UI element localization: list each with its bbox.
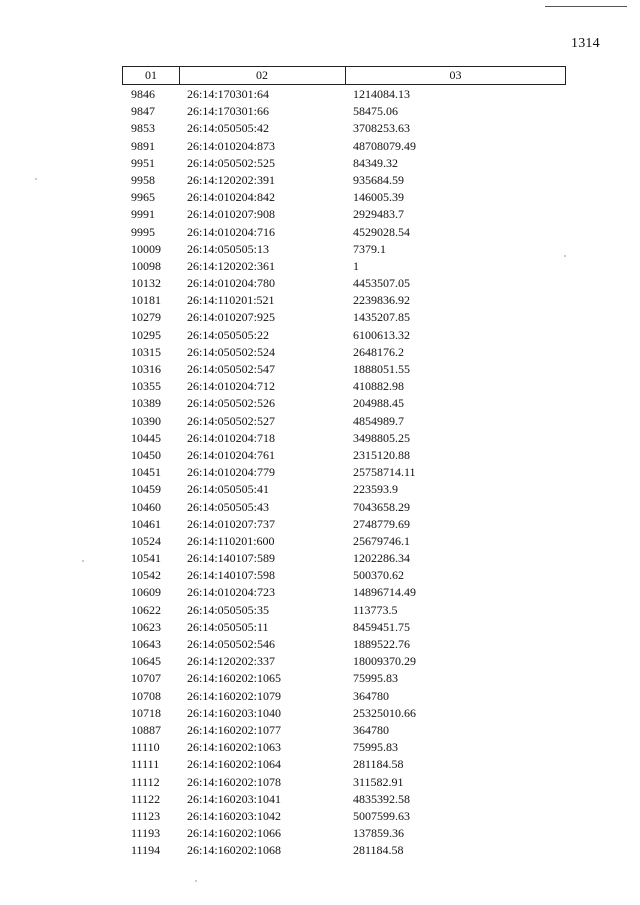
- row-id-cell: 9846: [131, 87, 155, 101]
- row-id-cell: 9965: [131, 190, 155, 205]
- top-rule: [545, 6, 627, 7]
- cadastral-number-cell: 26:14:010204:873: [187, 138, 276, 153]
- cadastral-number-cell: 26:14:160202:1063: [187, 740, 282, 755]
- row-id-cell: 9991: [131, 207, 155, 222]
- cadastral-number-cell: 26:14:050505:41: [187, 482, 270, 497]
- table-row: [0, 292, 640, 309]
- cadastral-number-cell: 26:14:120202:337: [187, 654, 276, 669]
- row-id-cell: 10355: [131, 379, 161, 394]
- cadastral-number-cell: 26:14:140107:589: [187, 551, 276, 566]
- table-row: [0, 361, 640, 378]
- value-cell: 146005.39: [353, 190, 404, 205]
- row-id-cell: 9847: [131, 104, 155, 119]
- value-cell: 364780: [353, 722, 389, 737]
- table-row: [0, 464, 640, 481]
- row-id-cell: 10707: [131, 671, 161, 686]
- table-row: [0, 275, 640, 292]
- row-id-cell: 11122: [131, 791, 161, 806]
- cadastral-number-cell: 26:14:050502:526: [187, 396, 276, 411]
- cadastral-number-cell: 26:14:050505:35: [187, 602, 270, 617]
- value-cell: 281184.58: [353, 843, 404, 858]
- value-cell: 2748779.69: [353, 516, 410, 531]
- row-id-cell: 10643: [131, 637, 161, 651]
- value-cell: 935684.59: [353, 172, 404, 187]
- table-row: [0, 584, 640, 601]
- table-row: [0, 309, 640, 326]
- cadastral-number-cell: 26:14:160202:1065: [187, 671, 282, 686]
- row-id-cell: 10132: [131, 276, 161, 291]
- value-cell: 4453507.05: [353, 276, 410, 291]
- value-cell: 1214084.13: [353, 87, 410, 101]
- row-id-cell: 10009: [131, 241, 161, 256]
- value-cell: 1889522.76: [353, 637, 410, 651]
- table-row: [0, 258, 640, 275]
- row-id-cell: 11110: [131, 740, 160, 755]
- cadastral-number-cell: 26:14:050502:547: [187, 362, 276, 376]
- table-row: [0, 636, 640, 653]
- table-row: [0, 842, 640, 859]
- cadastral-number-cell: 26:14:010204:780: [187, 276, 276, 291]
- table-row: [0, 791, 640, 808]
- cadastral-number-cell: 26:14:160202:1064: [187, 757, 282, 772]
- cadastral-number-cell: 26:14:010207:908: [187, 207, 276, 222]
- value-cell: 75995.83: [353, 740, 398, 755]
- table-row: [0, 825, 640, 842]
- row-id-cell: 11112: [131, 774, 160, 789]
- value-cell: 1: [353, 258, 359, 273]
- value-cell: 364780: [353, 688, 389, 703]
- page-number: 1314: [571, 36, 600, 51]
- cadastral-number-cell: 26:14:050505:13: [187, 241, 270, 256]
- row-id-cell: 10445: [131, 430, 161, 445]
- value-cell: 25679746.1: [353, 533, 410, 548]
- cadastral-number-cell: 26:14:170301:66: [187, 104, 270, 119]
- value-cell: 500370.62: [353, 568, 404, 583]
- table-row: [0, 567, 640, 584]
- value-cell: 7379.1: [353, 241, 386, 256]
- value-cell: 84349.32: [353, 155, 398, 170]
- value-cell: 281184.58: [353, 757, 404, 772]
- table-row: [0, 756, 640, 773]
- value-cell: 223593.9: [353, 482, 398, 497]
- cadastral-number-cell: 26:14:160202:1079: [187, 688, 282, 703]
- column-header-01: 01: [123, 67, 180, 84]
- row-id-cell: 10887: [131, 722, 161, 737]
- value-cell: 1202286.34: [353, 551, 410, 566]
- row-id-cell: 9891: [131, 138, 155, 153]
- table-header: [122, 66, 566, 85]
- value-cell: 4835392.58: [353, 791, 410, 806]
- row-id-cell: 11193: [131, 826, 161, 841]
- table-row: [0, 550, 640, 567]
- value-cell: 2648176.2: [353, 344, 404, 359]
- cadastral-number-cell: 26:14:160202:1068: [187, 843, 282, 858]
- value-cell: 1435207.85: [353, 310, 410, 325]
- cadastral-number-cell: 26:14:140107:598: [187, 568, 276, 583]
- table-row: [0, 224, 640, 241]
- cadastral-number-cell: 26:14:160203:1041: [187, 791, 282, 806]
- value-cell: 2239836.92: [353, 293, 410, 308]
- cadastral-number-cell: 26:14:010207:737: [187, 516, 276, 531]
- table-row: [0, 619, 640, 636]
- table-row: [0, 413, 640, 430]
- row-id-cell: 10389: [131, 396, 161, 411]
- row-id-cell: 9958: [131, 172, 155, 187]
- value-cell: 25325010.66: [353, 705, 416, 720]
- row-id-cell: 10279: [131, 310, 161, 325]
- value-cell: 4529028.54: [353, 224, 410, 239]
- table-row: [0, 138, 640, 155]
- value-cell: 48708079.49: [353, 138, 416, 153]
- table-row: [0, 705, 640, 722]
- row-id-cell: 9951: [131, 155, 155, 170]
- row-id-cell: 9853: [131, 121, 155, 136]
- row-id-cell: 11194: [131, 843, 161, 858]
- row-id-cell: 10623: [131, 619, 161, 634]
- value-cell: 5007599.63: [353, 808, 410, 823]
- value-cell: 1888051.55: [353, 362, 410, 376]
- row-id-cell: 10622: [131, 602, 161, 617]
- table-row: [0, 516, 640, 533]
- value-cell: 4854989.7: [353, 413, 404, 428]
- row-id-cell: 10524: [131, 533, 161, 548]
- row-id-cell: 10451: [131, 465, 161, 480]
- value-cell: 410882.98: [353, 379, 404, 394]
- row-id-cell: 9995: [131, 224, 155, 239]
- value-cell: 137859.36: [353, 826, 404, 841]
- scan-speck: [82, 560, 84, 562]
- row-id-cell: 10098: [131, 258, 161, 273]
- table-row: [0, 120, 640, 137]
- table-row: [0, 481, 640, 498]
- row-id-cell: 10295: [131, 327, 161, 342]
- row-id-cell: 10541: [131, 551, 161, 566]
- cadastral-number-cell: 26:14:010204:712: [187, 379, 276, 394]
- cadastral-number-cell: 26:14:050502:525: [187, 155, 276, 170]
- scan-speck: [564, 255, 566, 257]
- table-row: [0, 774, 640, 791]
- cadastral-number-cell: 26:14:110201:600: [187, 533, 275, 548]
- cadastral-number-cell: 26:14:050502:524: [187, 344, 276, 359]
- cadastral-number-cell: 26:14:160203:1040: [187, 705, 282, 720]
- cadastral-number-cell: 26:14:010204:718: [187, 430, 276, 445]
- row-id-cell: 10645: [131, 654, 161, 669]
- cadastral-number-cell: 26:14:110201:521: [187, 293, 275, 308]
- table-row: [0, 378, 640, 395]
- table-row: [0, 653, 640, 670]
- row-id-cell: 11123: [131, 808, 161, 823]
- table-row: [0, 688, 640, 705]
- row-id-cell: 10390: [131, 413, 161, 428]
- table-row: [0, 344, 640, 361]
- row-id-cell: 11111: [131, 757, 160, 772]
- value-cell: 3498805.25: [353, 430, 410, 445]
- table-row: [0, 241, 640, 258]
- table-row: [0, 499, 640, 516]
- row-id-cell: 10315: [131, 344, 161, 359]
- column-header-02: 02: [179, 67, 346, 84]
- cadastral-number-cell: 26:14:050505:22: [187, 327, 270, 342]
- table-row: [0, 430, 640, 447]
- cadastral-number-cell: 26:14:160202:1078: [187, 774, 282, 789]
- cadastral-number-cell: 26:14:050505:11: [187, 619, 269, 634]
- value-cell: 25758714.11: [353, 465, 416, 480]
- table-row: [0, 189, 640, 206]
- value-cell: 113773.5: [353, 602, 398, 617]
- cadastral-number-cell: 26:14:050502:527: [187, 413, 276, 428]
- value-cell: 2929483.7: [353, 207, 404, 222]
- row-id-cell: 10461: [131, 516, 161, 531]
- cadastral-number-cell: 26:14:010204:716: [187, 224, 276, 239]
- cadastral-number-cell: 26:14:160202:1077: [187, 722, 282, 737]
- cadastral-number-cell: 26:14:160203:1042: [187, 808, 282, 823]
- table-row: [0, 395, 640, 412]
- value-cell: 8459451.75: [353, 619, 410, 634]
- scan-speck: [195, 880, 197, 882]
- value-cell: 204988.45: [353, 396, 404, 411]
- table-body: [0, 86, 640, 859]
- cadastral-number-cell: 26:14:160202:1066: [187, 826, 282, 841]
- value-cell: 311582.91: [353, 774, 404, 789]
- cadastral-number-cell: 26:14:050505:43: [187, 499, 270, 514]
- row-id-cell: 10460: [131, 499, 161, 514]
- value-cell: 7043658.29: [353, 499, 410, 514]
- table-row: [0, 155, 640, 172]
- column-header-03: 03: [449, 68, 462, 82]
- value-cell: 14896714.49: [353, 585, 416, 600]
- cadastral-number-cell: 26:14:010204:723: [187, 585, 276, 600]
- cadastral-number-cell: 26:14:050502:546: [187, 637, 276, 651]
- cadastral-number-cell: 26:14:120202:361: [187, 258, 276, 273]
- cadastral-number-cell: 26:14:120202:391: [187, 172, 276, 187]
- cadastral-number-cell: 26:14:010204:842: [187, 190, 276, 205]
- value-cell: 3708253.63: [353, 121, 410, 136]
- row-id-cell: 10718: [131, 705, 161, 720]
- table-row: [0, 722, 640, 739]
- value-cell: 75995.83: [353, 671, 398, 686]
- row-id-cell: 10708: [131, 688, 161, 703]
- value-cell: 6100613.32: [353, 327, 410, 342]
- cadastral-number-cell: 26:14:170301:64: [187, 87, 270, 101]
- scan-speck: [35, 178, 37, 180]
- table-row: [0, 206, 640, 223]
- table-row: [0, 103, 640, 120]
- cadastral-number-cell: 26:14:010204:761: [187, 447, 276, 462]
- row-id-cell: 10459: [131, 482, 161, 497]
- table-row: [0, 172, 640, 189]
- table-row: [0, 533, 640, 550]
- row-id-cell: 10181: [131, 293, 161, 308]
- value-cell: 58475.06: [353, 104, 398, 119]
- cadastral-number-cell: 26:14:010207:925: [187, 310, 276, 325]
- row-id-cell: 10609: [131, 585, 161, 600]
- table-row: [0, 447, 640, 464]
- value-cell: 2315120.88: [353, 447, 410, 462]
- table-row: [0, 86, 640, 103]
- table-row: [0, 602, 640, 619]
- cadastral-number-cell: 26:14:050505:42: [187, 121, 270, 136]
- table-row: [0, 670, 640, 687]
- cadastral-number-cell: 26:14:010204:779: [187, 465, 276, 480]
- row-id-cell: 10316: [131, 362, 161, 376]
- row-id-cell: 10542: [131, 568, 161, 583]
- row-id-cell: 10450: [131, 447, 161, 462]
- value-cell: 18009370.29: [353, 654, 416, 669]
- table-row: [0, 327, 640, 344]
- table-row: [0, 739, 640, 756]
- table-row: [0, 808, 640, 825]
